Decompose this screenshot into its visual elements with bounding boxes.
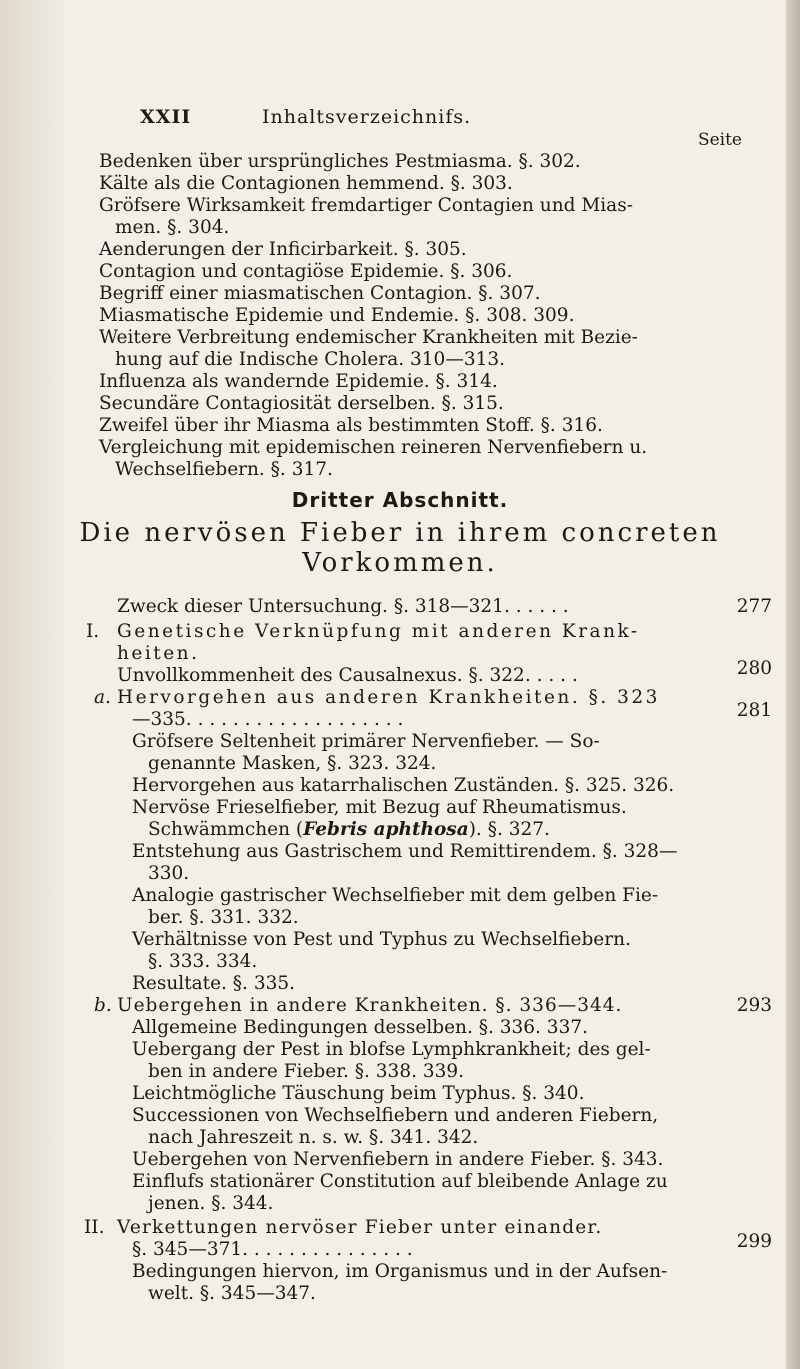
toc-entry: nach Jahreszeit n. s. w. §. 341. 342. [148,1127,479,1148]
toc-entry: men. §. 304. [115,217,230,238]
page-number: XXII [140,106,192,128]
toc-entry: Kälte als die Contagionen hemmend. §. 303. [99,173,513,194]
page-ref: 280 [736,658,772,679]
toc-entry: Influenza als wandernde Epidemie. §. 314. [99,371,498,392]
latin-term: Febris aphthosa [303,819,469,840]
subsection-heading: Genetische Verknüpfung mit anderen Krank- [117,621,640,642]
toc-entry: ber. §. 331. 332. [148,907,299,928]
toc-entry-zweck: Zweck dieser Untersuchung. §. 318—321. . . . . . [117,596,569,617]
toc-entry: hung auf die Indische Cholera. 310—313. [115,349,506,370]
toc-entry: Schwämmchen (Febris aphthosa). §. 327. [148,819,550,840]
section-title-line1: Die nervösen Fieber in ihrem concreten [79,518,721,548]
toc-entry: genannte Masken, §. 323. 324. [148,753,437,774]
section-heading: Dritter Abschnitt. [291,488,509,512]
toc-entry: Einflufs stationärer Constitution auf bleibende Anlage zu [132,1171,668,1192]
toc-entry: §. 333. 334. [148,951,258,972]
toc-entry: Miasmatische Epidemie und Endemie. §. 308. 309. [99,305,575,326]
subsection-marker: b. [94,995,112,1016]
subsection-heading-cont: heiten. [117,643,200,664]
running-title: Inhaltsverzeichnifs. [262,106,472,128]
toc-entry: Aenderungen der Inficirbarkeit. §. 305. [99,239,467,260]
page-column-label: Seite [697,130,742,150]
toc-entry: Bedenken über ursprüngliches Pestmiasma. §. 302. [99,151,581,172]
page-ref: 293 [736,995,772,1016]
toc-entry: welt. §. 345—347. [148,1283,316,1304]
toc-entry: Verhältnisse von Pest und Typhus zu Wechselfiebern. [132,929,631,950]
page-ref: 277 [736,596,772,617]
toc-entry: Hervorgehen aus katarrhalischen Zuständen. §. 325. 326. [132,775,675,796]
subsection-heading: Verkettungen nervöser Fieber unter einander. [117,1217,603,1238]
subsection-heading-cont: —335. . . . . . . . . . . . . . . . . . . [132,709,404,730]
section-marker: I. [86,621,100,642]
toc-entry: Uebergang der Pest in blofse Lymphkrankheit; des gel- [132,1039,651,1060]
subsection-heading: Uebergehen in andere Krankheiten. §. 336—344. [117,995,623,1016]
toc-entry: Leichtmögliche Täuschung beim Typhus. §. 340. [132,1083,585,1104]
subsection-marker: a. [94,687,111,708]
toc-entry: Allgemeine Bedingungen desselben. §. 336. 337. [132,1017,588,1038]
page-edge [786,0,800,1369]
toc-entry: Bedingungen hiervon, im Organismus und in der Aufsen- [132,1261,668,1282]
toc-entry: Zweifel über ihr Miasma als bestimmten Stoff. §. 316. [99,415,603,436]
toc-entry: Unvollkommenheit des Causalnexus. §. 322. . . . . [117,665,578,686]
page-gutter-shadow [0,0,70,1369]
toc-entry: 330. [148,863,190,884]
toc-entry: Secundäre Contagiosität derselben. §. 315. [99,393,504,414]
toc-entry: Entstehung aus Gastrischem und Remittirendem. §. 328— [132,841,678,862]
toc-entry: Resultate. §. 335. [132,973,296,994]
toc-entry: Weitere Verbreitung endemischer Krankheiten mit Bezie- [99,327,638,348]
toc-entry: jenen. §. 344. [148,1193,274,1214]
section-marker: II. [84,1217,105,1238]
toc-entry: Successionen von Wechselfiebern und anderen Fiebern, [132,1105,659,1126]
toc-entry: Gröfsere Wirksamkeit fremdartiger Contagien und Mias- [99,195,633,216]
toc-entry: Begriff einer miasmatischen Contagion. §. 307. [99,283,541,304]
page-ref: 299 [736,1231,772,1252]
toc-entry: Contagion und contagiöse Epidemie. §. 306. [99,261,513,282]
toc-entry: Wechselfiebern. §. 317. [115,459,333,480]
toc-entry: Analogie gastrischer Wechselfieber mit dem gelben Fie- [132,885,659,906]
toc-entry: Uebergehen von Nervenfiebern in andere Fieber. §. 343. [132,1149,664,1170]
page-ref: 281 [736,700,772,721]
toc-entry: Gröfsere Seltenheit primärer Nervenfieber. — So- [132,731,600,752]
subsection-heading-cont: §. 345—371. . . . . . . . . . . . . . . [132,1239,413,1260]
subsection-heading: Hervorgehen aus anderen Krankheiten. §. 323 [117,687,660,708]
toc-entry: Nervöse Frieselfieber, mit Bezug auf Rheumatismus. [132,797,627,818]
section-title [0,518,800,578]
toc-entry: ben in andere Fieber. §. 338. 339. [148,1061,465,1082]
section-title-line2: Vorkommen. [302,548,498,578]
toc-entry: Vergleichung mit epidemischen reineren Nervenfiebern u. [99,437,648,458]
